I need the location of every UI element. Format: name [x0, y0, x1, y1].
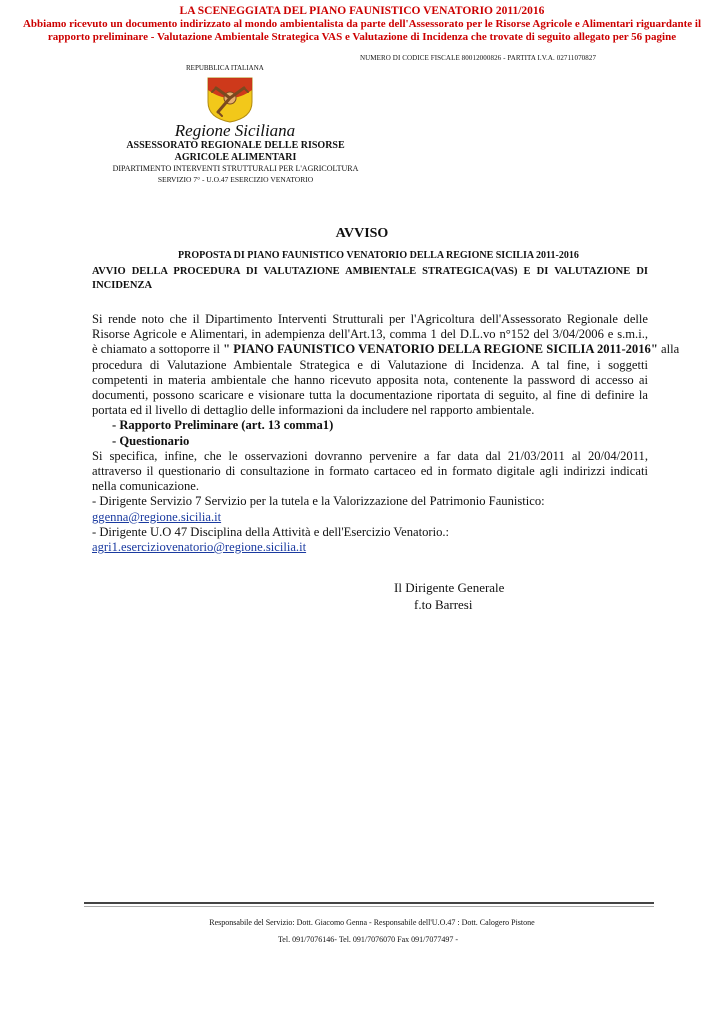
body-line: competenti in materia ambientale che hanno ricevuto apposita nota, contenente la password di accesso ai: [92, 372, 648, 387]
signature-name: f.to Barresi: [414, 597, 473, 612]
plan-title: " PIANO FAUNISTICO VENATORIO DELLA REGIONE SICILIA 2011-2016": [223, 342, 658, 357]
dipartimento-line: DIPARTIMENTO INTERVENTI STRUTTURALI PER L'AGRICOLTURA: [112, 164, 359, 173]
banner-title: LA SCENEGGIATA DEL PIANO FAUNISTICO VENATORIO 2011/2016: [179, 5, 545, 17]
body-line: procedura di Valutazione Ambientale Strategica e di Valutazione di Incidenza. A tal fine, i soggetti: [92, 357, 648, 372]
footer-phones: Tel. 091/7076146- Tel. 091/7076070 Fax 091/7077497 -: [277, 935, 459, 944]
body-line: Si rende noto che il Dipartimento Interventi Strutturali per l'Agricoltura dell'Assessorato Regionale delle: [92, 312, 648, 326]
assessorato-line-2: AGRICOLE ALIMENTARI: [174, 152, 297, 163]
document-item: - Rapporto Preliminare (art. 13 comma1): [112, 418, 334, 433]
region-name: Regione Siciliana: [174, 121, 296, 140]
notice-body: [92, 312, 680, 555]
body-text-segment: alla: [657, 342, 680, 357]
contact-line: - Dirigente Servizio 7 Servizio per la tutela e la Valorizzazione del Patrimonio Faunistico:: [92, 494, 545, 509]
footer-responsabili: Responsabile del Servizio: Dott. Giacomo Genna - Responsabile dell'U.O.47 : Dott. Calogero Pistone: [209, 918, 535, 927]
sicily-emblem-icon: [204, 76, 256, 124]
footer-divider: [84, 906, 654, 907]
proposta-heading: PROPOSTA DI PIANO FAUNISTICO VENATORIO DELLA REGIONE SICILIA 2011-2016: [178, 250, 579, 261]
body-line: documenti, possono scaricare e visionare tutta la documentazione riportata di seguito, al fine di definire la: [92, 388, 648, 403]
avviso-heading: AVVISO: [335, 226, 389, 241]
signature-title: Il Dirigente Generale: [394, 580, 505, 595]
body-line: Risorse Agricole e Alimentari, in adempienza dell'Art.13, comma 1 del D.L.vo n°152 del 3/04/2006 e s.m.i.,: [92, 327, 648, 342]
body-line: portata ed il livello di dettaglio delle informazioni da includere nel rapporto ambientale.: [92, 403, 535, 418]
body-line: Si specifica, infine, che le osservazioni dovranno pervenire a far data dal 21/03/2011 al 20/04/2011,: [92, 448, 648, 463]
assessorato-line-1: ASSESSORATO REGIONALE DELLE RISORSE: [126, 140, 345, 151]
body-line: [92, 342, 680, 357]
footer-divider: [84, 902, 654, 904]
document-item: - Questionario: [112, 433, 190, 448]
email-link-ggenna[interactable]: ggenna@regione.sicilia.it: [92, 509, 222, 524]
servizio-line: SERVIZIO 7° - U.O.47 ESERCIZIO VENATORIO: [157, 175, 314, 184]
banner-text: Abbiamo ricevuto un documento indirizzato al mondo ambientalista da parte dell'Assessorato per le Risorse Agricole e Alimentari riguardante il rapporto preliminare - Valutazione Ambientale Strategica VAS e Valutazione di Incidenza che trovate di seguito allegato per 56 pagine: [22, 18, 702, 43]
body-line: attraverso il questionario di consultazione in formato cartaceo ed in formato digitale agli indirizzi indicati: [92, 464, 648, 479]
body-line: nella comunicazione.: [92, 479, 199, 494]
fiscal-code: NUMERO DI CODICE FISCALE 80012000826 - PARTITA I.V.A. 02711070827: [360, 54, 597, 62]
repubblica-label: REPUBBLICA ITALIANA: [186, 64, 264, 72]
contact-line: - Dirigente U.O 47 Disciplina della Attività e dell'Esercizio Venatorio.:: [92, 524, 450, 539]
avvio-heading: AVVIO DELLA PROCEDURA DI VALUTAZIONE AMBIENTALE STRATEGICA(VAS) E DI VALUTAZIONE DI INCIDENZA: [92, 266, 648, 291]
body-text-segment: è chiamato a sottoporre il: [92, 342, 224, 357]
email-link-eserciziovenatorio[interactable]: agri1.eserciziovenatorio@regione.sicilia.it: [92, 540, 307, 555]
